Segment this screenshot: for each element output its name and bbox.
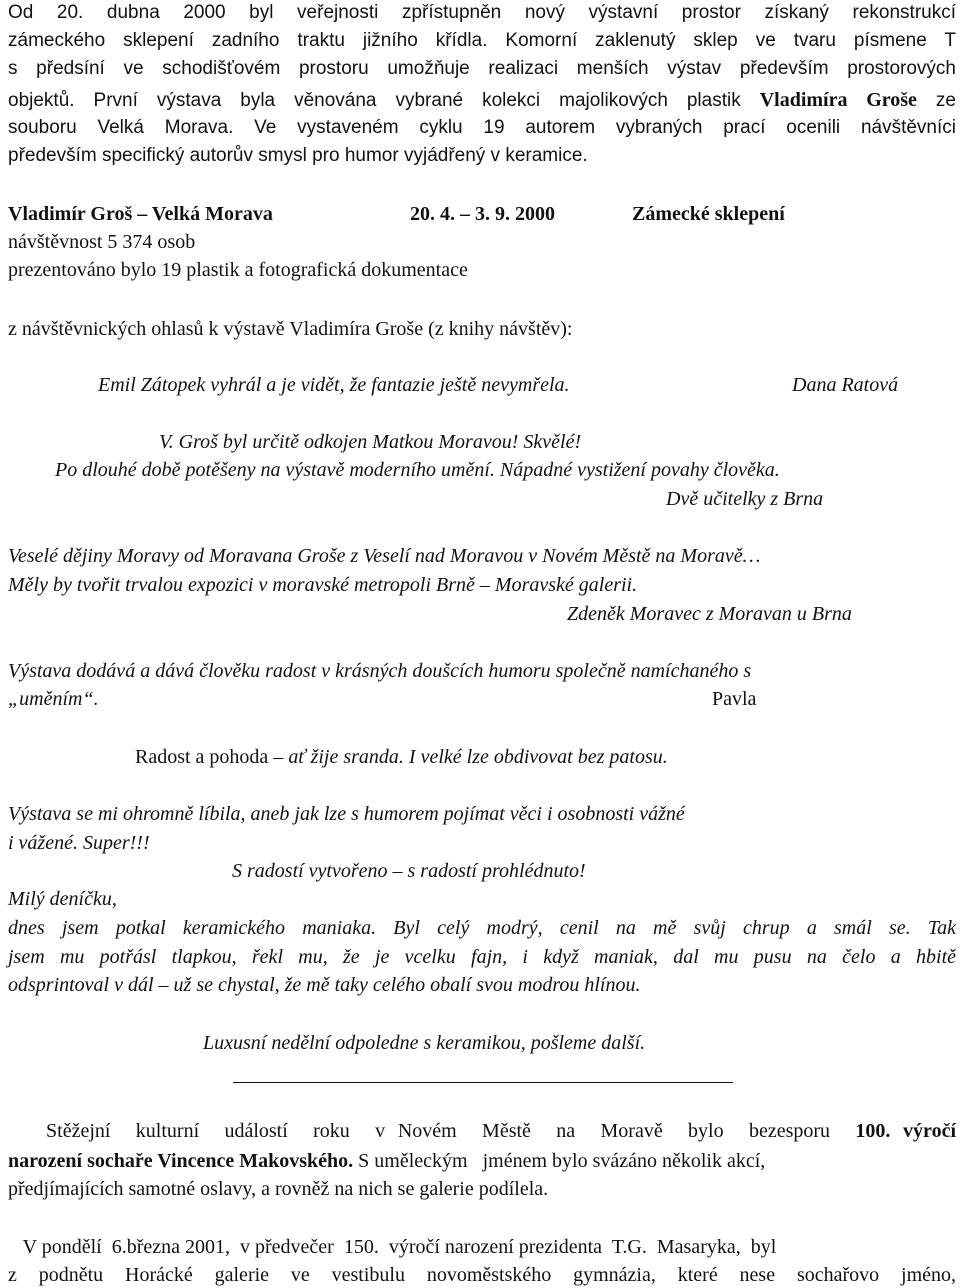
comment-1-author: Dana Ratová [792, 374, 899, 396]
intro-line-5: souboru Velká Morava. Ve vystaveném cyklu 19 autorem vybraných prací ocenili návštěvníci [8, 117, 956, 138]
comment-4-line-2: „uměním“. [8, 688, 99, 710]
intro-line-6: především specifický autorův smysl pro humor vyjádřený v keramice. [8, 145, 588, 166]
comment-2-author: Dvě učitelky z Brna [666, 488, 824, 510]
comment-5-start: Radost a pohoda – [135, 746, 289, 768]
outro-p1-text: Stěžejní kulturní událostí roku v Novém Městě na Moravě bylo bezesporu [8, 1120, 856, 1142]
intro-line-1: Od 20. dubna 2000 byl veřejnosti zpřístupněn nový výstavní prostor získaný rekonstrukcí [8, 2, 956, 23]
comment-3-author: Zdeněk Moravec z Moravan u Brna [567, 603, 852, 625]
exhibition-place: Zámecké sklepení [632, 203, 785, 225]
outro-p2-line-2: z podnětu Horácké galerie ve vestibulu novoměstského gymnázia, které nese sochařovo jméno, [8, 1264, 956, 1286]
intro-line-3: s předsíní ve schodišťovém prostoru umožňuje realizaci menších výstav především prostorových [8, 58, 956, 79]
exhibition-dates: 20. 4. – 3. 9. 2000 [410, 203, 555, 225]
comment-8-line-1: Milý deníčku, [8, 888, 117, 910]
comment-7: S radostí vytvořeno – s radostí prohlédnuto! [232, 860, 586, 882]
comment-2-line-2: Po dlouhé době potěšeny na výstavě moderního umění. Nápadné vystižení povahy člověka. [55, 459, 780, 481]
outro-p2-line-1: V pondělí 6.března 2001, v předvečer 150. výročí narození prezidenta T.G. Masaryka, byl [8, 1236, 777, 1258]
anniversary-subject: narození sochaře Vincence Makovského. [8, 1150, 354, 1172]
comment-2-line-1: V. Groš byl určitě odkojen Matkou Moravou! Skvělé! [159, 431, 582, 453]
comment-6-line-1: Výstava se mi ohromně líbila, aneb jak lze s humorem pojímat věci i osobnosti vážné [8, 803, 685, 825]
comment-9: Luxusní nedělní odpoledne s keramikou, pošleme další. [203, 1032, 646, 1054]
artist-name: Vladimíra Groše [759, 89, 917, 111]
comments-heading: z návštěvnických ohlasů k výstavě Vladimíra Groše (z knihy návštěv): [8, 318, 573, 340]
comment-8-line-4: odsprintoval v dál – už se chystal, že mě taky celého obalí svou modrou hlínou. [8, 974, 641, 996]
intro-line-2: zámeckého sklepení zadního traktu jižního křídla. Komorní zaklenutý sklep ve tvaru písmene T [8, 30, 956, 51]
intro-text: objektů. První výstava byla věnována vybrané kolekci majolikových plastik [8, 90, 760, 111]
separator-line [233, 1082, 733, 1083]
comment-3-line-1: Veselé dějiny Moravy od Moravana Groše z Veselí nad Moravou v Novém Městě na Moravě… [8, 545, 761, 567]
intro-line-4 [8, 87, 956, 114]
exhibition-title: Vladimír Groš – Velká Morava [8, 203, 273, 225]
outro-p1-line-2 [8, 1148, 956, 1174]
comment-5 [135, 744, 668, 770]
comment-8-line-2: dnes jsem potkal keramického maniaka. Byl celý modrý, cenil na mě svůj chrup a smál se. Tak [8, 917, 956, 939]
comment-4-author: Pavla [712, 688, 757, 710]
comment-8-line-3: jsem mu potřásl tlapkou, řekl mu, že je vcelku fajn, i když maniak, dal mu pusu na čelo a hbitě [8, 946, 956, 968]
comment-5-end: ať žije sranda. I velké lze obdivovat bez patosu. [288, 746, 668, 768]
comment-6-line-2: i vážené. Super!!! [8, 832, 150, 854]
outro-p1-line-3: předjímajících samotné oslavy, a rovněž na nich se galerie podílela. [8, 1178, 549, 1200]
anniversary-label: 100. výročí [855, 1120, 956, 1142]
outro-p1-text-2: S uměleckým jménem bylo svázáno několik akcí, [353, 1150, 766, 1172]
comment-3-line-2: Měly by tvořit trvalou expozici v moravské metropoli Brně – Moravské galerii. [8, 574, 638, 596]
intro-text-end: ze [916, 90, 956, 111]
exhibition-attendance: návštěvnost 5 374 osob [8, 231, 196, 253]
exhibition-presented: prezentováno bylo 19 plastik a fotografická dokumentace [8, 259, 468, 281]
outro-p1-line-1 [8, 1118, 956, 1144]
comment-4-line-1: Výstava dodává a dává člověku radost v krásných doušcích humoru společně namíchaného s [8, 660, 752, 682]
comment-1-text: Emil Zátopek vyhrál a je vidět, že fantazie ještě nevymřela. [98, 374, 570, 396]
